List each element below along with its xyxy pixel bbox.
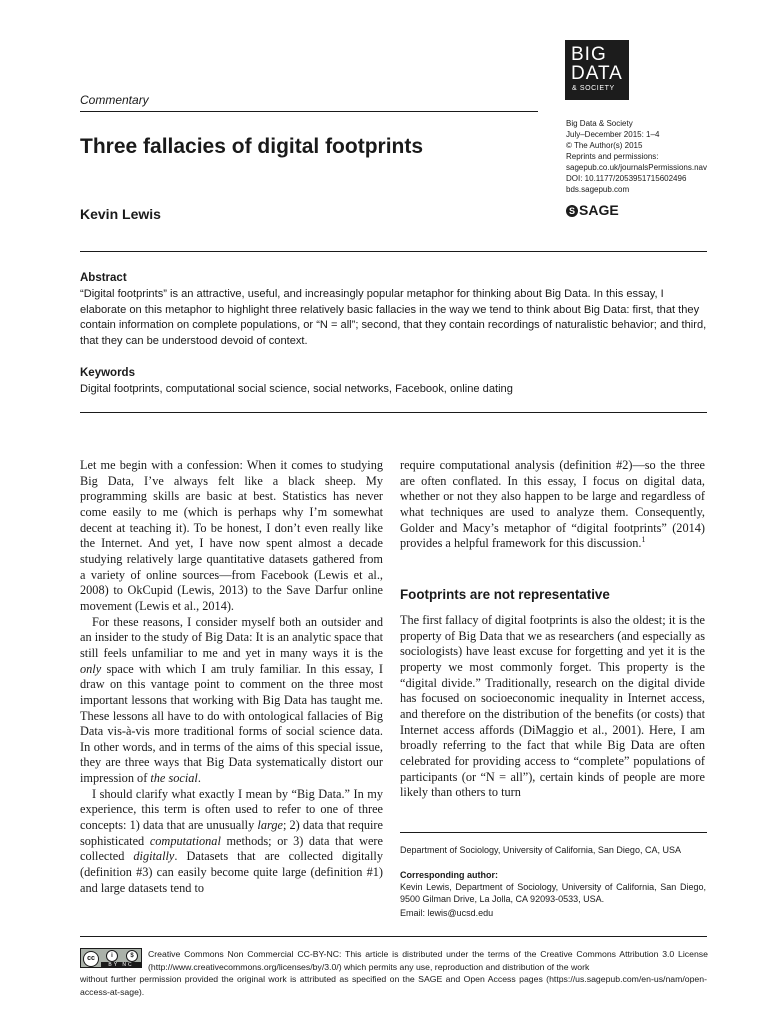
footnote-marker[interactable]: 1 (641, 535, 646, 545)
paragraph-3-text-a: I should clarify what exactly I mean by “Big Data.” In my experience, this term is often used to refer to one of three concepts: 1) data that are unusually (80, 786, 383, 833)
paragraph-3-text-b: ; 2) data that require sophisticated (80, 818, 383, 848)
license-divider (80, 936, 707, 937)
meta-reprints: Reprints and permissions: (566, 152, 659, 161)
paragraph-3-emphasis-large: large (257, 818, 283, 833)
abstract-divider (80, 251, 707, 252)
publisher-logo (566, 202, 619, 218)
paragraph-3-text-d: . Datasets that are collected digitally (definition #3) can easily become quite large (definition #1) and large datasets tend to (80, 849, 383, 895)
attribution-icon (103, 950, 121, 961)
license-badge-label (101, 962, 141, 968)
paragraph-2 (80, 615, 383, 787)
journal-metadata (566, 118, 707, 195)
sage-icon: S (566, 205, 578, 217)
corresponding-author-address: Kevin Lewis, Department of Sociology, University of California, San Diego, 9500 Gilman Drive, La Jolla, CA 92093-0533, USA. (400, 882, 706, 905)
keywords-divider (80, 412, 707, 413)
keywords-heading: Keywords (80, 367, 135, 379)
paragraph-2-emphasis-social: the social (150, 771, 198, 786)
paragraph-2-emphasis-only: only (80, 661, 102, 676)
paragraph-1: Let me begin with a confession: When it comes to studying Big Data, I’ve always felt like a black sheep. My programming skills are basic at best. Statistics has never come easily to me (which is perhaps why I’m somewhat decent at teaching it). To be honest, I don’t even really like the Internet. And yet, I have now spent almost a decade studying relatively large quantitative datasets gathered from a variety of online sources—from Facebook (Lewis et al., 2008) to OkCupid (Lewis, 2013) to the Save Darfur online movement (Lewis et al., 2014). (80, 458, 383, 613)
paragraph-3 (80, 787, 383, 897)
publisher-name: SAGE (579, 202, 619, 218)
meta-copyright: © The Author(s) 2015 (566, 141, 643, 150)
paragraph-4: The first fallacy of digital footprints is also the oldest; it is the property of Big Data that we as researchers (and especially as sociologists) have least excuse for forgetting and yet it is the property we most commonly forget. This property is the “digital divide.” Traditionally, research on the digital divide has focused on socioeconomic inequality in Internet access, and therefore on the distribution of the benefits (or costs) that Internet access affords (DiMaggio et al., 2001). Here, I am broadly referring to the fact that while Big Data are often celebrated for providing access to “complete” populations of participants (or “N = all”), certain kinds of people are more likely than others to turn (400, 613, 705, 800)
abstract-heading: Abstract (80, 272, 127, 284)
cc-icon: cc (83, 951, 99, 967)
body-column-left (80, 458, 383, 896)
corresponding-author-heading: Corresponding author: (400, 870, 498, 880)
author-email[interactable]: Email: lewis@ucsd.edu (400, 908, 494, 918)
article-title: Three fallacies of digital footprints (80, 135, 424, 158)
journal-logo (565, 40, 629, 100)
body-column-right-bottom (400, 613, 705, 801)
affiliation: Department of Sociology, University of California, San Diego, CA, USA (400, 845, 681, 855)
noncommercial-icon (123, 950, 141, 961)
attribution-icon-glyph: i (106, 950, 118, 962)
paragraph-2-text-c: . (197, 771, 201, 786)
license-text-first: Creative Commons Non Commercial CC-BY-NC: This article is distributed under the terms of the Creative Commons Attribution 3.0 License (http://www.creativecommons.org/licenses/by/3.0/) which permits any use, reproduction and distribution of the work (148, 949, 708, 972)
paragraph-3-text-c: methods; or 3) data that were collected (80, 833, 383, 864)
abstract-text: “Digital footprints” is an attractive, useful, and increasingly popular metaphor for thinking about Big Data. In this essay, I elaborate on this metaphor to highlight three relatively basic fallacies in the way we tend to think about Big Data: first, that they contain information on complete populations, or “N = all”; second, that they contain recordings of naturalistic behavior; and third, that they can be understood devoid of context. (80, 288, 707, 347)
section-heading: Footprints are not representative (400, 587, 610, 602)
paragraph-3-cont-text: require computational analysis (definition #2)—so the three are often conflated. In this essay, I focus on digital data, whether or not they also happen to be large and regardless of what techniques are used to analyze them. Consequently, Golder and Macy’s metaphor of “digital footprints” (2014) provides a helpful framework for this discussion. (400, 458, 705, 551)
meta-doi[interactable]: DOI: 10.1177/2053951715602496 (566, 174, 687, 183)
meta-journal-url[interactable]: bds.sagepub.com (566, 185, 630, 194)
paragraph-2-text-a: For these reasons, I consider myself both an outsider and an insider to the study of Big Data: It is an analytic space that still feels unfamiliar to me and yet in many ways it is the (80, 614, 383, 660)
keywords-text: Digital footprints, computational social science, social networks, Facebook, online dating (80, 383, 513, 395)
body-column-right-top (400, 458, 705, 552)
paragraph-3-emphasis-digitally: digitally (133, 849, 175, 864)
author-name: Kevin Lewis (80, 206, 161, 222)
paragraph-3-emphasis-computational: computational (149, 833, 221, 848)
badge-label-by: BY (108, 962, 119, 968)
noncommercial-icon-glyph: $ (126, 950, 138, 962)
cc-license-badge (80, 948, 142, 968)
logo-line-3: & SOCIETY (572, 85, 615, 92)
badge-label-nc: NC (122, 962, 134, 968)
header-divider (80, 111, 538, 112)
logo-line-2: DATA (571, 63, 623, 84)
meta-journal-name: Big Data & Society (566, 119, 633, 128)
paragraph-3-continued (400, 458, 705, 552)
logo-line-1: BIG (571, 44, 607, 65)
meta-issue: July–December 2015: 1–4 (566, 130, 660, 139)
section-label: Commentary (80, 93, 149, 107)
license-text-rest: without further permission provided the original work is attributed as specified on the SAGE and Open Access pages (https://us.sagepub.com/en-us/nam/open-access-at-sage). (80, 974, 707, 997)
paragraph-2-text-b: space with which I am truly familiar. In this essay, I draw on this vantage point to comment on the three most important lessons that working with Big Data has taught me. These lessons all have to do with ontological fallacies of Big Data vis-à-vis more traditional forms of social science data. In other words, and in terms of the aims of this special issue, they are three ways that Big Data systematically distort our impression of (80, 661, 383, 786)
meta-permissions-link[interactable]: sagepub.co.uk/journalsPermissions.nav (566, 163, 707, 172)
affiliation-divider (400, 832, 707, 833)
